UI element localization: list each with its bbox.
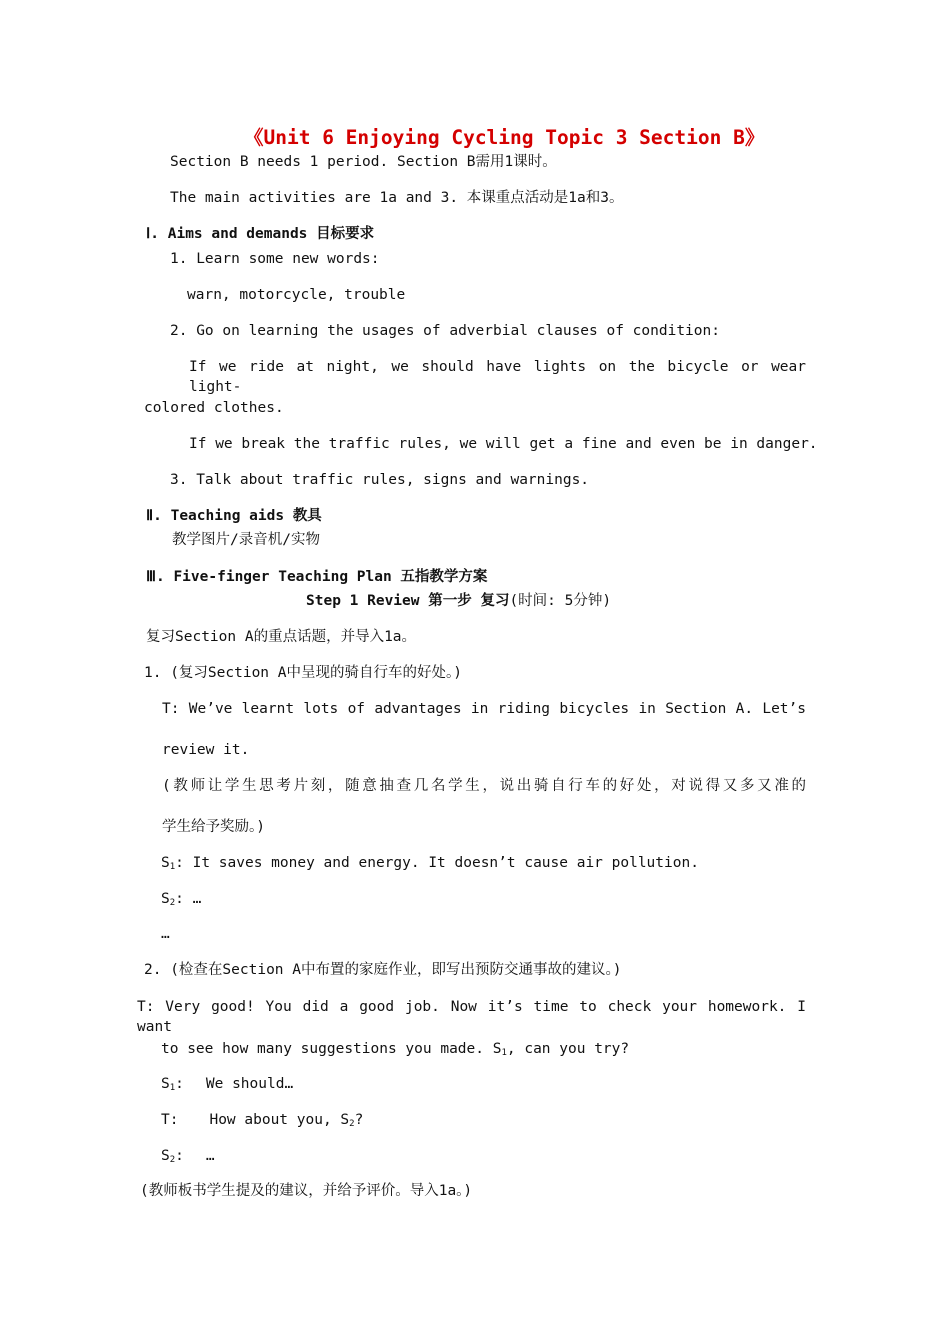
teacher-line-2: T: Very good! You did a good job. Now it’s time to check your homework. I want xyxy=(137,999,806,1035)
example-1-line-2: colored clothes. xyxy=(144,400,284,416)
aims-heading: Ⅰ. Aims and demands 目标要求 xyxy=(146,226,375,242)
aims-item-1: 1. Learn some new words: xyxy=(170,251,380,267)
teacher-line-1: T: We’ve learnt lots of advantages in riding bicycles in Section A. Let’s xyxy=(162,701,806,717)
teacher-note-line-2: 学生给予奖励。) xyxy=(162,819,265,835)
aims-new-words: warn, motorcycle, trouble xyxy=(187,287,406,303)
step-intro: 复习Section A的重点话题，并导入1a。 xyxy=(146,629,417,645)
step-1-time: (时间: 5分钟) xyxy=(509,593,612,609)
example-2: If we break the traffic rules, we will get a fine and even be in danger. xyxy=(189,436,818,452)
teacher-line-1-cont: review it. xyxy=(162,742,250,758)
dialog-teacher: T: How about you, $S_2$? xyxy=(161,1112,364,1129)
dialog-student-1: $S_1$: We should… xyxy=(161,1076,294,1093)
aids-content: 教学图片/录音机/实物 xyxy=(172,532,320,548)
step-1-heading xyxy=(306,591,611,611)
part-1-heading: 1. (复习Section A中呈现的骑自行车的好处。) xyxy=(144,665,462,681)
example-1-line-1: If we ride at night, we should have lights on the bicycle or wear light- xyxy=(189,359,806,395)
aids-heading: Ⅱ. Teaching aids 教具 xyxy=(146,508,322,524)
teacher-line-2-cont: to see how many suggestions you made. $S_1$, can you try? xyxy=(161,1041,630,1058)
plan-heading: Ⅲ. Five-finger Teaching Plan 五指教学方案 xyxy=(146,569,488,585)
ellipsis: … xyxy=(161,926,170,942)
closing-note: (教师板书学生提及的建议，并给予评价。导入1a。) xyxy=(140,1183,473,1199)
student-1-answer: $S_1$: It saves money and energy. It doesn’t cause air pollution. xyxy=(161,855,699,872)
student-2-answer: $S_2$: … xyxy=(161,891,202,908)
step-1-label: Step 1 Review 第一步 复习 xyxy=(306,593,510,609)
intro-line-1: Section B needs 1 period. Section B需用1课时。 xyxy=(170,154,557,170)
teacher-note-line-1: (教师让学生思考片刻，随意抽查几名学生，说出骑自行车的好处，对说得又多又准的 xyxy=(162,778,806,794)
aims-item-2: 2. Go on learning the usages of adverbial clauses of condition: xyxy=(170,323,720,339)
intro-line-2: The main activities are 1a and 3. 本课重点活动是1a和3。 xyxy=(170,190,624,206)
dialog-student-2: $S_2$: … xyxy=(161,1148,215,1165)
document-title: 《Unit 6 Enjoying Cycling Topic 3 Section B》 xyxy=(244,126,765,149)
aims-item-3: 3. Talk about traffic rules, signs and warnings. xyxy=(170,472,590,488)
part-2-heading: 2. (检查在Section A中布置的家庭作业，即写出预防交通事故的建议。) xyxy=(144,962,622,978)
